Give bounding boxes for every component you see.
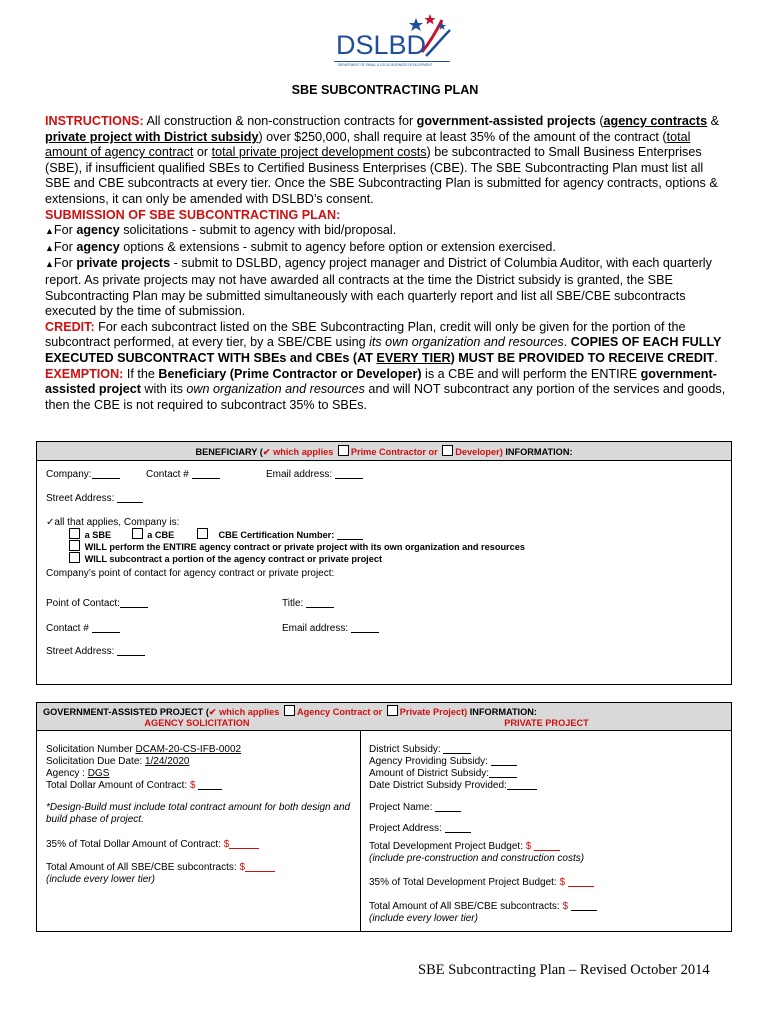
design-build-note: *Design-Build must include total contract amount for both design and build phase of project.: [46, 802, 351, 826]
company-field[interactable]: Company:: [46, 469, 120, 481]
thirty-five-percent-development-field[interactable]: 35% of Total Development Project Budget: $: [369, 877, 594, 889]
total-dollar-amount-field[interactable]: Total Dollar Amount of Contract: $: [46, 780, 222, 792]
include-lower-tier-left: (include every lower tier): [46, 874, 155, 885]
poc-email-field[interactable]: Email address:: [282, 623, 379, 635]
caret-icon: ▲: [45, 259, 54, 270]
will-perform-checkbox[interactable]: [69, 540, 80, 551]
page-title: SBE SUBCONTRACTING PLAN: [291, 83, 479, 97]
street-address-field[interactable]: Street Address:: [46, 493, 143, 505]
agency-solicitation-heading: AGENCY SOLICITATION: [144, 718, 250, 728]
include-pre-construction-note: (include pre-construction and construction costs): [369, 853, 585, 864]
district-subsidy-field[interactable]: District Subsidy:: [369, 744, 471, 756]
private-project-heading: PRIVATE PROJECT: [504, 718, 589, 728]
credit-paragraph: CREDIT: For each subcontract listed on the SBE Subcontracting Plan, credit will only be given for the portion of the subcontract performed, at every tier, by a SBE/CBE using its own organization and resources. COPIES OF EACH FULLY EXECUTED SUBCONTRACT WITH SBEs and CBEs (AT EVERY TIER) MUST BE PROVIDED TO RECEIVE CREDIT.: [45, 319, 722, 365]
thirty-five-percent-contract-field[interactable]: 35% of Total Dollar Amount of Contract: $: [46, 839, 259, 851]
total-sbe-cbe-right-field[interactable]: Total Amount of All SBE/CBE subcontracts: $: [369, 901, 597, 913]
will-subcontract-row: WILL subcontract a portion of the agency contract or private project: [67, 552, 382, 566]
credit-label: CREDIT:: [45, 319, 95, 334]
contact-field[interactable]: Contact #: [146, 469, 220, 481]
project-name-field[interactable]: Project Name:: [369, 802, 461, 814]
submission-bullet-1: ▲For agency solicitations - submit to agency with bid/proposal.: [45, 223, 397, 238]
total-development-budget-field[interactable]: Total Development Project Budget: $: [369, 841, 560, 853]
logo-tagline: DEPARTMENT OF SMALL & LOCAL BUSINESS DEVELOPMENT: [338, 63, 433, 67]
cbe-checkbox[interactable]: [132, 528, 143, 539]
prime-contractor-checkbox[interactable]: [338, 445, 349, 456]
beneficiary-header: BENEFICIARY (✔ which applies Prime Contractor or Developer) INFORMATION:: [37, 442, 731, 461]
agency-value: Agency : DGS: [46, 768, 110, 779]
caret-icon: ▲: [45, 226, 54, 237]
column-divider: [360, 731, 361, 931]
agency-contract-checkbox[interactable]: [284, 705, 295, 716]
instructions-block: [45, 114, 731, 413]
agency-providing-subsidy-field[interactable]: Agency Providing Subsidy:: [369, 756, 517, 768]
total-sbe-cbe-left-field[interactable]: Total Amount of All SBE/CBE subcontracts: $: [46, 862, 275, 874]
private-project-checkbox[interactable]: [387, 705, 398, 716]
date-district-subsidy-field[interactable]: Date District Subsidy Provided:: [369, 780, 537, 792]
point-of-contact-field[interactable]: Point of Contact:: [46, 598, 148, 610]
cbe-certification-checkbox[interactable]: [197, 528, 208, 539]
title-field[interactable]: Title:: [282, 598, 334, 610]
instructions-paragraph: INSTRUCTIONS: All construction & non-construction contracts for government-assisted projects (agency contracts & private project with District subsidy) over $250,000, shall require at least 35% of the amount of the contract (total amount of agency contract or total private project development costs) be subcontracted to Small Business Enterprises (SBE), if insufficient qualified SBEs to Certified Business Enterprises (CBE). The SBE Subcontracting Plan must list all SBE and CBE subcontracts at every tier. Once the SBE Subcontracting Plan is submitted for agency contracts, options & extensions, it can only be amended with DSLBD’s consent.: [45, 114, 720, 206]
exemption-label: EXEMPTION:: [45, 366, 124, 381]
amount-district-subsidy-field[interactable]: Amount of District Subsidy:: [369, 768, 517, 780]
beneficiary-section: [36, 441, 732, 685]
developer-checkbox[interactable]: [442, 445, 453, 456]
logo-wordmark: DSLBD: [336, 30, 427, 60]
submission-bullet-3: ▲For private projects - submit to DSLBD, agency project manager and District of Columbia Auditor, with each quarterly report. As private projects may not have awarded all contracts at the time the District subsidy is granted, the SBE Subcontracting Plan may be submitted simultaneously with each quarterly report and list all SBE/CBE subcontracts executed by the time of submission.: [45, 256, 712, 319]
government-project-section: [36, 702, 732, 932]
poc-street-address-field[interactable]: Street Address:: [46, 646, 145, 658]
dslbd-logo: [330, 12, 455, 70]
solicitation-number: Solicitation Number DCAM-20-CS-IFB-0002: [46, 744, 242, 755]
poc-contact-field[interactable]: Contact #: [46, 623, 120, 635]
sbe-cbe-row: a SBE a CBE CBE Certification Number:: [67, 528, 363, 542]
exemption-paragraph: EXEMPTION: If the Beneficiary (Prime Contractor or Developer) is a CBE and will perform the ENTIRE government-assisted project with its own organization and resources and will NOT subcontract any portion of the services and goods, then the CBE is not required to subcontract 35% to SBEs.: [45, 366, 726, 412]
email-field[interactable]: Email address:: [266, 469, 363, 481]
sbe-checkbox[interactable]: [69, 528, 80, 539]
submission-bullet-2: ▲For agency options & extensions - submit to agency before option or extension exercised.: [45, 239, 556, 254]
will-perform-row: WILL perform the ENTIRE agency contract or private project with its own organization and resources: [67, 540, 525, 554]
submission-label: SUBMISSION OF SBE SUBCONTRACTING PLAN:: [45, 207, 341, 222]
project-address-field[interactable]: Project Address:: [369, 823, 471, 835]
include-lower-tier-right: (include every lower tier): [369, 913, 478, 924]
will-subcontract-checkbox[interactable]: [69, 552, 80, 563]
page-footer: SBE Subcontracting Plan – Revised October 2014: [418, 962, 710, 978]
caret-icon: ▲: [45, 242, 54, 253]
solicitation-due-date: Solicitation Due Date: 1/24/2020: [46, 756, 190, 767]
government-header: GOVERNMENT-ASSISTED PROJECT (✔ which applies Agency Contract or Private Project) INFORMATION: AGENCY SOLICITATION PRIVATE PROJECT: [37, 703, 731, 731]
company-status-label: ✓all that applies, Company is:: [46, 517, 180, 528]
poc-intro: Company’s point of contact for agency contract or private project:: [46, 568, 335, 579]
instructions-label: INSTRUCTIONS:: [45, 114, 144, 128]
